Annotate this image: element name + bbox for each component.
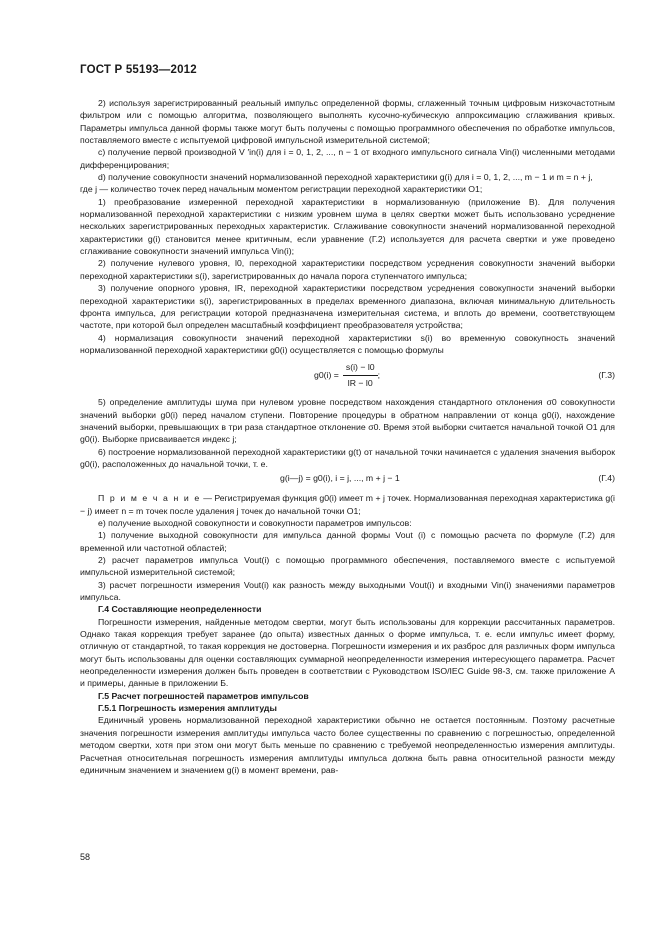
formula-g3 — [80, 360, 615, 390]
formula-expression: g(i—j) = g0(i), i = j, ..., m + j − 1 — [280, 473, 400, 484]
formula-denominator: lR − l0 — [347, 377, 373, 388]
note-paragraph — [80, 492, 615, 517]
page-number: 58 — [80, 852, 91, 862]
paragraph: e) получение выходной совокупности и совокупности параметров импульсов: — [98, 517, 412, 528]
subsection-heading: Г.5.1 Погрешность измерения амплитуды — [98, 703, 277, 714]
formula-g4 — [80, 472, 615, 486]
paragraph: 3) получение опорного уровня, lR, переходной характеристики посредством усреднения совокупности значений выборки переходной характеристики s(i), зарегистрированных в пределах временного диапазона, включая минимальную длительность фронта импульса, для регистрации которой предназначена измерительная система, и вплоть до времени, соответствующем частоте, при которой был определен масштабный коэффициент преобразователя устройства; — [80, 283, 615, 331]
paragraph: 2) получение нулевого уровня, l0, переходной характеристики посредством усреднения совокупности значений выборки переходной характеристики s(i), зарегистрированных до начала порога ступенчатого импульса; — [80, 258, 615, 281]
paragraph: где j — количество точек перед начальным моментом регистрации переходной характеристики O1; — [80, 184, 483, 195]
paragraph: Единичный уровень нормализованной переходной характеристики обычно не остается постоянным. Поэтому расчетные значения погрешности измерения амплитуды импульса часто более существенны по сравнению с погрешностью, определенной методом свертки, хотя при этом они могут быть меньше по сравнению с требуемой неопределенностью измерения амплитуды. Расчетная относительная погрешность измерения амплитуды импульса должна быть равна относительной разности между единичным значением и значением g(i) в момент времени, рав- — [80, 715, 615, 775]
paragraph: d) получение совокупности значений нормализованной переходной характеристики g(i) для i = 0, 1, 2, ..., m − 1 и m = n + j, — [98, 172, 593, 183]
paragraph: c) получение первой производной V ′in(i) для i = 0, 1, 2, ..., n − 1 от входного импульсного сигнала Vin(i) численными методами дифференцирования; — [80, 147, 615, 170]
paragraph: 5) определение амплитуды шума при нулевом уровне посредством нахождения стандартного отклонения σ0 совокупности значений выборки g0(i) перед началом ступени. Повторение процедуры в обратном направлении от конца g0(i), нахождение значений выборки, превышающих в три раза стандартное отклонение σ0. Время этой выборки считается начальной точкой O1 для g0(i). Выборке присваивается индекс j; — [80, 397, 615, 445]
formula-lhs: g0(i) = — [314, 370, 339, 381]
paragraph: 2) расчет параметров импульса Vout(i) с помощью программного обеспечения, поставляемого вместе с испытуемой импульсной измерительной системой; — [80, 555, 615, 578]
section-heading: Г.4 Составляющие неопределенности — [98, 604, 262, 615]
standard-header: ГОСТ Р 55193—2012 — [80, 64, 197, 76]
paragraph: 4) нормализация совокупности значений переходной характеристики s(i) во временную совокупность значений нормализованной переходной характеристики g0(i) осуществляется с помощью формулы — [80, 332, 615, 355]
formula-fraction — [343, 361, 381, 389]
formula-tail: ; — [377, 370, 381, 381]
paragraph: 1) получение выходной совокупности для импульса данной формы Vout (i) с помощью расчета по формуле (Г.2) для временной или частотной областей; — [80, 530, 615, 553]
paragraph: 2) используя зарегистрированный реальный импульс определенной формы, сглаженный точным цифровым низкочастотным фильтром или с помощью алгоритма, позволяющего выполнять кусочно-кубическую аппроксимацию сглаживания кривых. Параметры импульса данной формы также могут быть получены с помощью программного обеспечения по обработке импульсов, поставляемого вместе с испытуемой цифровой импульсной измерительной системой; — [80, 98, 615, 146]
equation-number: (Г.3) — [598, 370, 615, 381]
note-text: — Регистрируемая функция g0(i) имеет m + j точек. Нормализованная переходная характеристика g(i − j) имеет n = m точек после удаления j точек до начальной точки O1; — [80, 493, 615, 516]
note-label: П р и м е ч а н и е — [98, 493, 201, 504]
formula-numerator: s(i) − l0 — [343, 361, 378, 375]
paragraph: Погрешности измерения, найденные методом свертки, могут быть использованы для коррекции рассчитанных параметров. Однако такая коррекция требует заранее (до опыта) известных данных о форме импульса, т. е. если импульс имеет форму, отличную от стандартной, то такая коррекция не достоверна. Погрешности измерения и их разброс для различных форм импульса могут быть использованы для оценки составляющих суммарной неопределенности измерения интересующего параметра. Расчет неопределенности измерения должен быть проведен в соответствии с Руководством ISO/IEC Guide 98-3, см. также приложение А и примеры, данные в приложении Б. — [80, 616, 615, 689]
paragraph: 1) преобразование измеренной переходной характеристики в нормализованную (приложение В). Для получения нормализованной переходной характеристики с низким уровнем шума в целях свертки может быть использовано усреднение нескольких зарегистрированных переходных характеристик. Сглаживание совокупности значений нормализованной переходной характеристики g(i) становится менее критичным, если уравнение (Г.2) используется для расчета свертки и уже проведено сглаживание совокупности значений импульса Vin(i); — [80, 196, 615, 257]
section-heading: Г.5 Расчет погрешностей параметров импульсов — [98, 690, 309, 701]
paragraph: 6) построение нормализованной переходной характеристики g(t) от начальной точки начинается с удаления значения выборок g0(i), расположенных до начальной точки, т. е. — [80, 446, 615, 469]
document-body — [80, 97, 615, 776]
equation-number: (Г.4) — [598, 473, 615, 484]
paragraph: 3) расчет погрешности измерения Vout(i) как разность между выходными Vout(i) и входными Vin(i) значениями параметров импульса. — [80, 579, 615, 603]
